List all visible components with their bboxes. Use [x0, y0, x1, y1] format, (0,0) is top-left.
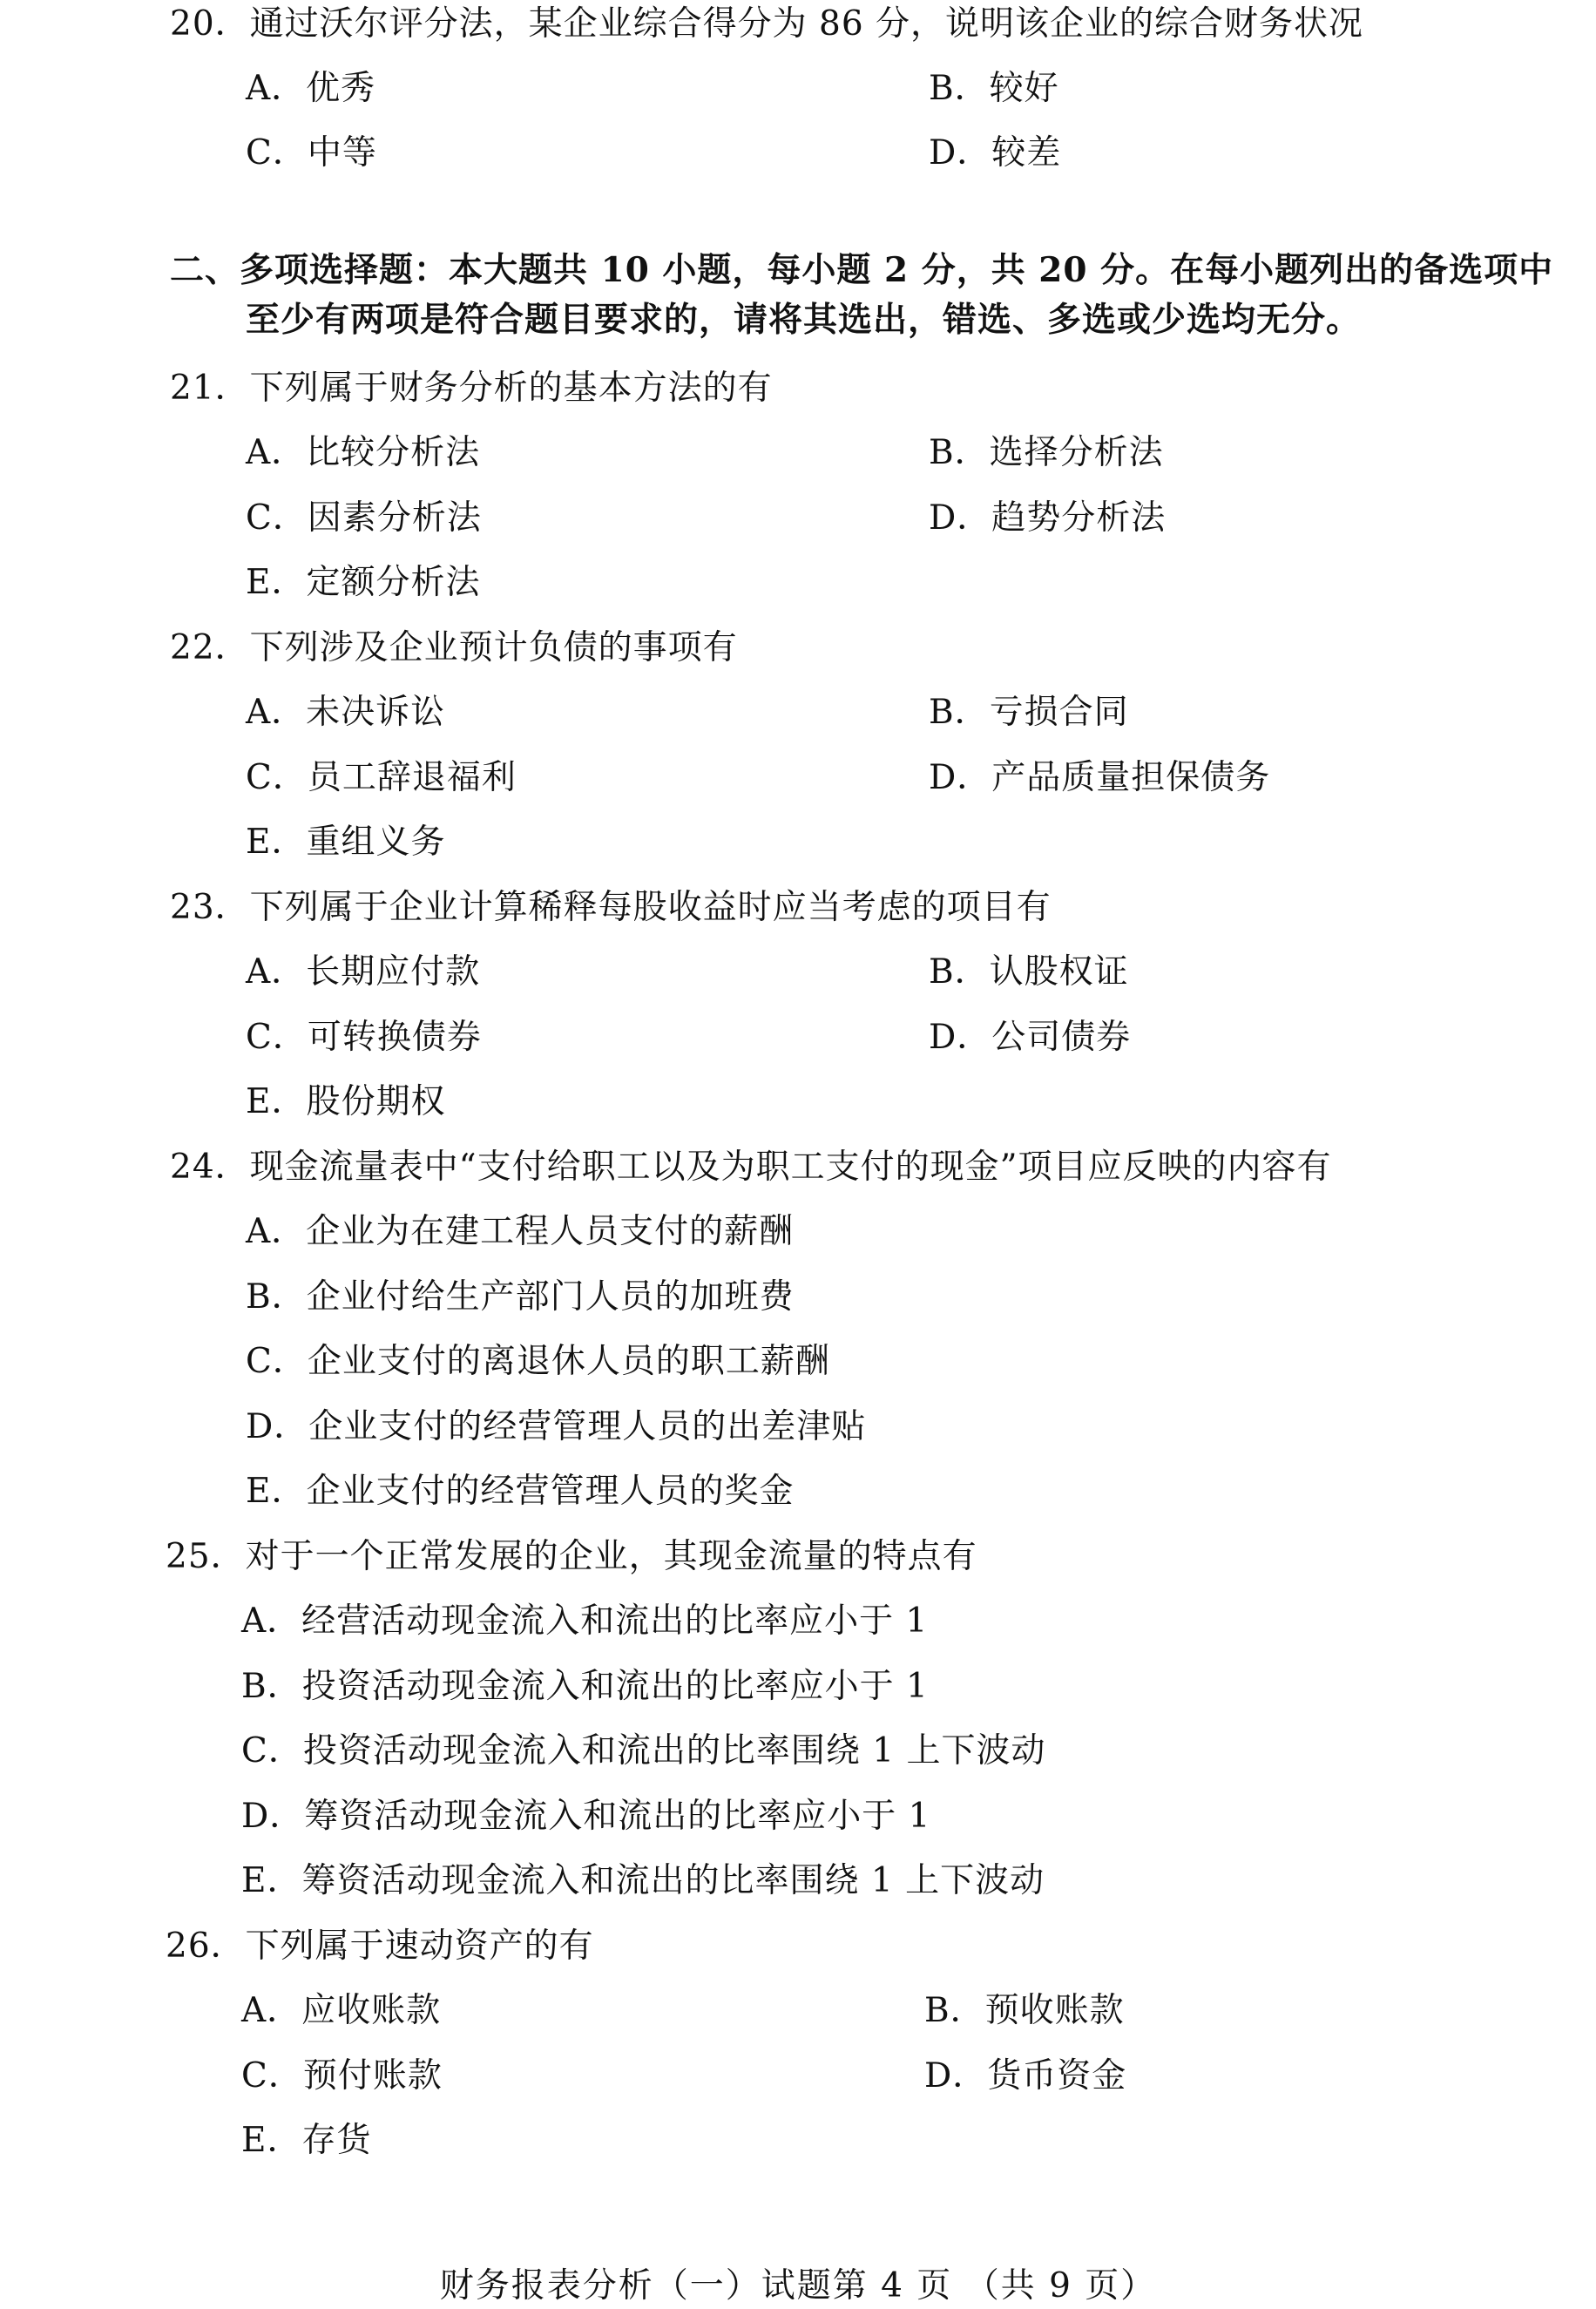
question-22-option-a: A．未决诉讼	[246, 693, 446, 732]
section-2-instructions: 至少有两项是符合题目要求的，请将其选出，错选、多选或少选均无分。	[246, 300, 1362, 340]
question-26-option-e: E．存货	[241, 2121, 372, 2160]
question-24-option-b: B．企业付给生产部门人员的加班费	[246, 1277, 795, 1317]
section-2-heading: 二、多项选择题：本大题共 10 小题，每小题 2 分，共 20 分。在每小题列出的备选项中	[170, 250, 1554, 290]
question-21-option-d: D．趋势分析法	[929, 498, 1167, 538]
question-23-stem: 23．下列属于企业计算稀释每股收益时应当考虑的项目有	[170, 888, 1052, 927]
question-26-option-a: A．应收账款	[241, 1991, 442, 2030]
question-26-stem: 26．下列属于速动资产的有	[166, 1926, 594, 1966]
question-23-option-c: C．可转换债券	[246, 1018, 482, 1057]
question-26-option-b: B．预收账款	[924, 1991, 1125, 2030]
question-23-option-b: B．认股权证	[929, 952, 1129, 992]
question-21-option-a: A．比较分析法	[246, 433, 481, 472]
question-24-stem: 24．现金流量表中“支付给职工以及为职工支付的现金”项目应反映的内容有	[170, 1148, 1332, 1187]
page-footer: 财务报表分析（一）试题第 4 页 （共 9 页）	[439, 2266, 1157, 2306]
question-23-option-a: A．长期应付款	[246, 952, 481, 992]
question-21-option-c: C．因素分析法	[246, 498, 482, 538]
question-22-option-d: D．产品质量担保债务	[929, 758, 1271, 797]
question-26-option-c: C．预付账款	[241, 2056, 443, 2096]
question-25-option-c: C．投资活动现金流入和流出的比率围绕 1 上下波动	[241, 1731, 1046, 1771]
question-25-option-d: D．筹资活动现金流入和流出的比率应小于 1	[241, 1797, 931, 1836]
question-21-stem: 21．下列属于财务分析的基本方法的有	[170, 369, 773, 408]
question-23-option-d: D．公司债券	[929, 1018, 1132, 1057]
question-20-option-a: A．优秀	[246, 69, 376, 108]
question-22-option-c: C．员工辞退福利	[246, 758, 517, 797]
question-23-option-e: E．股份期权	[246, 1082, 446, 1121]
question-20-option-d: D．较差	[929, 133, 1062, 173]
question-24-option-e: E．企业支付的经营管理人员的奖金	[246, 1472, 795, 1511]
question-22-option-e: E．重组义务	[246, 823, 446, 862]
question-22-stem: 22．下列涉及企业预计负债的事项有	[170, 628, 738, 667]
question-25-option-a: A．经营活动现金流入和流出的比率应小于 1	[241, 1601, 929, 1641]
question-25-option-b: B．投资活动现金流入和流出的比率应小于 1	[241, 1667, 929, 1706]
question-22-option-b: B．亏损合同	[929, 693, 1129, 732]
question-24-option-c: C．企业支付的离退休人员的职工薪酬	[246, 1342, 830, 1381]
question-26-option-d: D．货币资金	[924, 2056, 1127, 2096]
question-21-option-b: B．选择分析法	[929, 433, 1164, 472]
question-25-stem: 25．对于一个正常发展的企业，其现金流量的特点有	[166, 1537, 977, 1576]
question-20-stem: 20．通过沃尔评分法，某企业综合得分为 86 分，说明该企业的综合财务状况	[170, 4, 1364, 44]
question-24-option-a: A．企业为在建工程人员支付的薪酬	[246, 1212, 795, 1251]
question-25-option-e: E．筹资活动现金流入和流出的比率围绕 1 上下波动	[241, 1861, 1045, 1900]
question-21-option-e: E．定额分析法	[246, 563, 481, 602]
question-20-option-b: B．较好	[929, 69, 1059, 108]
question-24-option-d: D．企业支付的经营管理人员的出差津贴	[246, 1407, 867, 1446]
question-20-option-c: C．中等	[246, 133, 377, 173]
